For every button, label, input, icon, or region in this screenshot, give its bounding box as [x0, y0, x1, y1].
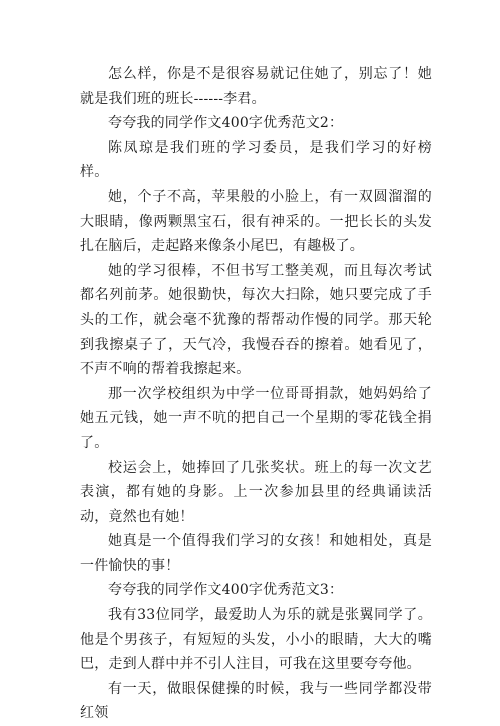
- paragraph-donation: 那一次学校组织为中学一位哥哥捐款，她妈妈给了她五元钱，她一声不吭的把自己一个星期的零花钱全捐了。: [80, 385, 432, 451]
- section-heading-2: 夸夸我的同学作文400字优秀范文2：: [108, 115, 344, 132]
- paragraph-study: 她的学习很棒，不但书写工整美观，而且每次考试都名列前茅。她很勤快，每次大扫除，她只要完成了手头的工作，就会毫不犹豫的帮帮动作慢的同学。那天轮到我擦桌子了，天气冷，我慢吞吞的擦着。她看见了，不声不响的帮着我擦起来。: [80, 262, 432, 378]
- paragraph-eye-exercise: 有一天，做眼保健操的时候，我与一些同学都没带红领: [80, 680, 432, 722]
- paragraph-closing-previous: 怎么样，你是不是很容易就记住她了，别忘了！她就是我们班的班长------李君。: [80, 66, 432, 107]
- paragraph-intro-2: 陈凤琼是我们班的学习委员，是我们学习的好榜样。: [80, 139, 432, 181]
- paragraph-intro-3: 我有33位同学，最爱助人为乐的就是张翼同学了。他是个男孩子，有短短的头发，小小的眼睛，大大的嘴巴，走到人群中并不引人注目，可我在这里要夸夸他。: [80, 607, 432, 673]
- document-body: [80, 62, 432, 726]
- section-heading-3: 夸夸我的同学作文400字优秀范文3：: [108, 582, 344, 599]
- paragraph-appearance: 她，个子不高，苹果般的小脸上，有一双圆溜溜的大眼睛，像两颗黑宝石，很有神采的。一把长长的头发扎在脑后，走起路来像条小尾巴，有趣极了。: [80, 188, 432, 255]
- paragraph-conclusion-2: 她真是一个值得我们学习的女孩！和她相处，真是一件愉快的事！: [80, 533, 432, 574]
- paragraph-sports: 校运会上，她捧回了几张奖状。班上的每一次文艺表演，都有她的身影。上一次参加县里的经典诵读活动，竟然也有她！: [80, 459, 432, 525]
